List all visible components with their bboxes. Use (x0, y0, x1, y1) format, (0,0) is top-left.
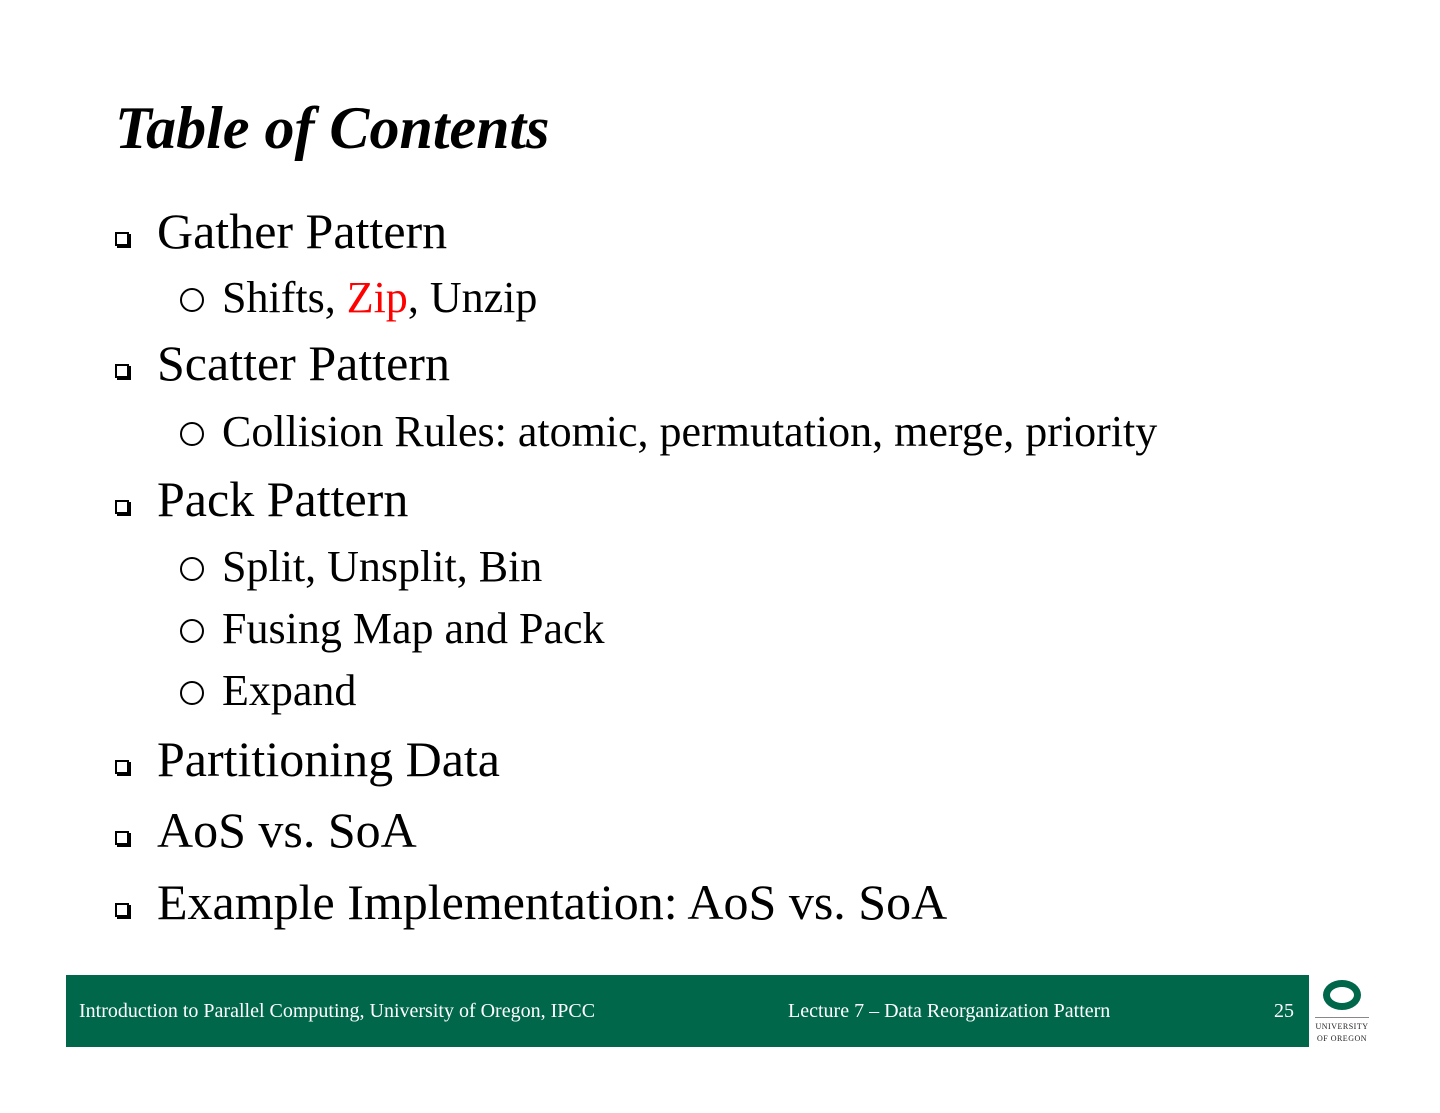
square-bullet-icon (115, 500, 129, 514)
toc-subitem-split: Split, Unsplit, Bin (180, 545, 542, 589)
square-bullet-icon (115, 760, 129, 774)
toc-item-partitioning: Partitioning Data (115, 734, 500, 784)
oregon-o-icon (1323, 980, 1361, 1010)
toc-item-gather: Gather Pattern (115, 206, 447, 256)
toc-item-example: Example Implementation: AoS vs. SoA (115, 877, 947, 927)
footer-course: Introduction to Parallel Computing, University of Oregon, IPCC (79, 1000, 596, 1022)
square-bullet-icon (115, 903, 129, 917)
logo-text-of-oregon: OF OREGON (1316, 1034, 1368, 1043)
logo-text-university: UNIVERSITY (1315, 1022, 1369, 1031)
toc-item-pack: Pack Pattern (115, 474, 408, 524)
zip-highlight: Zip (346, 273, 408, 322)
toc-subitem-collision-rules: Collision Rules: atomic, permutation, merge, priority (180, 410, 1157, 454)
circle-bullet-icon (180, 557, 204, 581)
university-of-oregon-logo (1313, 978, 1371, 1048)
circle-bullet-icon (180, 288, 204, 312)
footer-bar (66, 975, 1309, 1047)
toc-subitem-fusing: Fusing Map and Pack (180, 607, 605, 651)
footer-lecture: Lecture 7 – Data Reorganization Pattern (788, 1000, 1111, 1022)
page-number: 25 (1274, 1000, 1294, 1022)
slide-title: Table of Contents (115, 95, 550, 161)
square-bullet-icon (115, 232, 129, 246)
circle-bullet-icon (180, 619, 204, 643)
toc-item-aos-soa: AoS vs. SoA (115, 805, 417, 855)
toc-item-scatter: Scatter Pattern (115, 338, 450, 388)
square-bullet-icon (115, 831, 129, 845)
toc-subitem-expand: Expand (180, 669, 356, 713)
logo-divider (1315, 1017, 1369, 1018)
toc-subitem-shifts-zip-unzip: Shifts, Zip, Unzip (180, 276, 537, 320)
circle-bullet-icon (180, 422, 204, 446)
square-bullet-icon (115, 364, 129, 378)
circle-bullet-icon (180, 681, 204, 705)
